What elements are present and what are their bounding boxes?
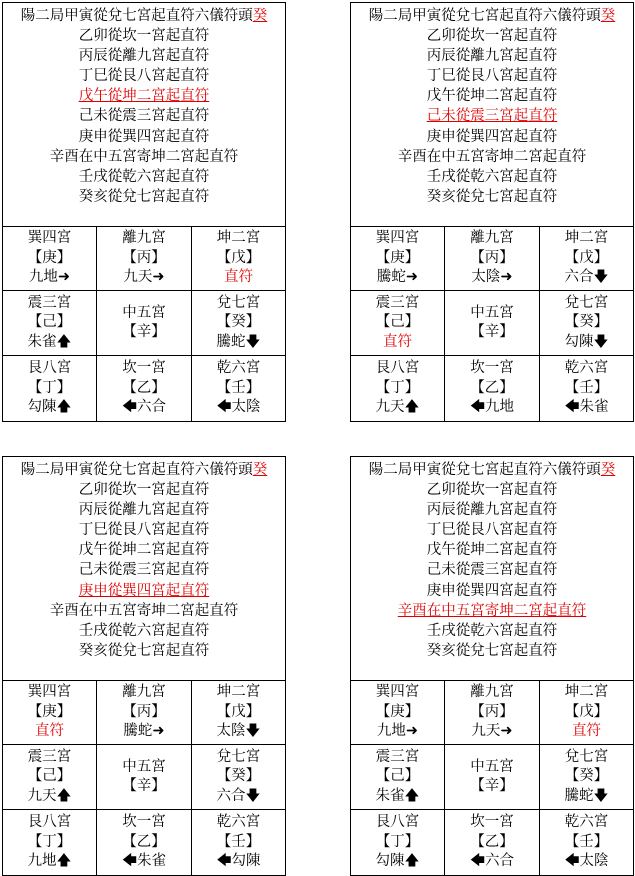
palace-deity: 直符 [35,723,64,740]
header-line: 乙卯從坎一宮起直符 [78,28,210,45]
title-red-char: 癸 [600,462,616,478]
palace-cell [445,227,540,291]
palace-stem: 【壬】 [564,833,609,850]
palace-deity: 騰蛇➜ [123,723,165,740]
header-line: 丙辰從離九宮起直符 [426,48,558,65]
palace-name: 兌七宮 [564,294,609,311]
palace-deity: 直符 [383,333,412,350]
palace-deity: 勾陳🡇 [564,333,609,350]
palace-stem: 【戊】 [564,703,609,720]
header-line: 庚申從巽四宮起直符 [78,128,210,145]
palace-stem: 【丁】 [27,833,72,850]
palace-stem: 【辛】 [470,324,514,340]
header-title [3,460,285,480]
palace-stem: 【己】 [375,768,420,785]
palace-name: 坤二宮 [216,230,261,247]
palace-deity: 🡄六合 [122,399,166,416]
palace-cell [540,810,633,875]
panel-4 [350,456,634,876]
header-line: 癸亥從兌七宮起直符 [78,188,210,205]
palace-grid [3,681,285,875]
palace-name: 震三宮 [375,294,420,311]
palace-cell [351,356,445,421]
palace-grid [351,681,633,875]
palace-stem: 【乙】 [470,379,514,396]
header-line: 丁巳從艮八宮起直符 [78,522,210,539]
palace-stem: 【辛】 [122,778,166,794]
palace-stem: 【戊】 [564,249,609,266]
header-line: 戊午從坤二宮起直符 [426,88,558,105]
palace-deity: 🡄太陰 [216,399,261,416]
header-line: 丙辰從離九宮起直符 [78,502,210,519]
palace-name: 坎一宮 [122,360,166,377]
header-line: 戊午從坤二宮起直符 [78,542,210,559]
header-line: 癸亥從兌七宮起直符 [426,188,558,205]
palace-name: 震三宮 [375,748,420,765]
header-line: 辛酉在中五宮寄坤二宮起直符 [49,148,239,165]
palace-cell [445,681,540,745]
palace-cell [540,681,633,745]
palace-deity: 騰蛇🡇 [564,787,609,804]
palace-name: 離九宮 [470,684,514,701]
title-red-char: 癸 [252,462,268,478]
palace-deity: 騰蛇➜ [376,269,419,286]
palace-cell [192,681,285,745]
title-main: 陽二局甲寅從兌七宮起直符六儀符頭 [20,8,253,24]
palace-cell [540,291,633,356]
header-title [351,6,633,26]
header-line: 丁巳從艮八宮起直符 [426,68,558,85]
header-line: 乙卯從坎一宮起直符 [426,28,558,45]
palace-deity: 九天➜ [123,269,165,286]
palace-cell [3,227,97,291]
palace-stem: 【庚】 [375,703,420,720]
palace-stem: 【辛】 [470,778,514,794]
palace-stem: 【己】 [27,768,72,785]
header-line: 己未從震三宮起直符 [78,562,210,579]
palace-name: 巽四宮 [27,230,72,247]
palace-cell [351,745,445,810]
palace-deity: 直符 [572,723,601,740]
palace-name: 乾六宮 [216,360,261,377]
palace-cell [97,227,192,291]
palace-deity: 🡄六合 [470,853,514,870]
palace-name: 離九宮 [122,230,166,247]
palace-stem: 【丁】 [375,833,420,850]
header-line: 壬戌從乾六宮起直符 [78,622,210,639]
header-line: 庚申從巽四宮起直符 [426,128,558,145]
palace-deity: 九天➜ [471,723,513,740]
palace-name: 坤二宮 [216,684,261,701]
palace-stem: 【丙】 [122,249,166,266]
palace-stem: 【乙】 [122,833,166,850]
header-line: 壬戌從乾六宮起直符 [426,622,558,639]
palace-deity: 九天🡅 [375,399,420,416]
header-line: 癸亥從兌七宮起直符 [78,642,210,659]
header-text-block [351,457,633,681]
palace-cell [540,745,633,810]
palace-deity: 騰蛇🡇 [216,333,261,350]
palace-cell [97,745,192,810]
palace-cell [97,291,192,356]
header-line: 壬戌從乾六宮起直符 [78,168,210,185]
palace-name: 巽四宮 [27,684,72,701]
palace-name: 離九宮 [470,230,514,247]
palace-cell [97,810,192,875]
palace-grid [3,227,285,421]
palace-stem: 【乙】 [470,833,514,850]
palace-cell [445,291,540,356]
palace-name: 中五宮 [122,304,166,321]
palace-stem: 【壬】 [216,379,261,396]
palace-deity: 勾陳🡅 [27,399,72,416]
palace-stem: 【丁】 [27,379,72,396]
palace-cell [351,291,445,356]
title-main: 陽二局甲寅從兌七宮起直符六儀符頭 [20,462,253,478]
palace-stem: 【壬】 [216,833,261,850]
palace-cell [445,356,540,421]
title-main: 陽二局甲寅從兌七宮起直符六儀符頭 [368,462,601,478]
palace-deity: 朱雀🡅 [375,787,420,804]
palace-name: 巽四宮 [375,230,420,247]
palace-name: 兌七宮 [216,748,261,765]
title-red-char: 癸 [600,8,616,24]
palace-stem: 【庚】 [27,703,72,720]
header-title [3,6,285,26]
palace-stem: 【己】 [27,314,72,331]
palace-cell [97,681,192,745]
palace-stem: 【丁】 [375,379,420,396]
palace-grid [351,227,633,421]
palace-cell [3,810,97,875]
palace-stem: 【丙】 [470,703,514,720]
palace-stem: 【癸】 [216,768,261,785]
header-line: 辛酉在中五宮寄坤二宮起直符 [397,602,587,619]
header-line: 乙卯從坎一宮起直符 [78,482,210,499]
header-line: 己未從震三宮起直符 [426,108,558,125]
header-line: 己未從震三宮起直符 [426,562,558,579]
palace-name: 離九宮 [122,684,166,701]
palace-stem: 【丙】 [122,703,166,720]
palace-name: 巽四宮 [375,684,420,701]
header-title [351,460,633,480]
panel-3 [2,456,286,876]
palace-name: 中五宮 [470,304,514,321]
palace-name: 中五宮 [122,758,166,775]
header-line: 庚申從巽四宮起直符 [426,582,558,599]
palace-deity: 九天🡅 [27,787,72,804]
palace-name: 坤二宮 [564,230,609,247]
palace-name: 震三宮 [27,294,72,311]
palace-deity: 直符 [224,269,253,286]
header-line: 丙辰從離九宮起直符 [78,48,210,65]
palace-name: 兌七宮 [564,748,609,765]
header-line: 辛酉在中五宮寄坤二宮起直符 [397,148,587,165]
palace-cell [192,356,285,421]
header-text-block [351,3,633,227]
header-text-block [3,457,285,681]
header-line: 丙辰從離九宮起直符 [426,502,558,519]
palace-name: 震三宮 [27,748,72,765]
palace-stem: 【庚】 [27,249,72,266]
palace-cell [192,227,285,291]
header-line: 庚申從巽四宮起直符 [78,582,210,599]
palace-cell [3,681,97,745]
palace-deity: 🡄朱雀 [122,853,166,870]
palace-cell [540,227,633,291]
palace-name: 艮八宮 [27,814,72,831]
palace-name: 艮八宮 [375,360,420,377]
palace-stem: 【己】 [375,314,420,331]
header-text-block [3,3,285,227]
header-line: 丁巳從艮八宮起直符 [78,68,210,85]
header-line: 癸亥從兌七宮起直符 [426,642,558,659]
palace-deity: 🡄九地 [470,399,514,416]
panel-1 [2,2,286,422]
header-line: 乙卯從坎一宮起直符 [426,482,558,499]
palace-deity: 太陰🡇 [216,723,261,740]
header-line: 辛酉在中五宮寄坤二宮起直符 [49,602,239,619]
palace-name: 艮八宮 [375,814,420,831]
palace-cell [540,356,633,421]
palace-cell [192,745,285,810]
palace-name: 坎一宮 [122,814,166,831]
header-line: 壬戌從乾六宮起直符 [426,168,558,185]
palace-cell [351,681,445,745]
palace-cell [445,810,540,875]
palace-deity: 🡄勾陳 [216,853,261,870]
palace-stem: 【癸】 [564,314,609,331]
palace-name: 中五宮 [470,758,514,775]
palace-stem: 【庚】 [375,249,420,266]
palace-cell [3,745,97,810]
palace-deity: 勾陳🡅 [375,853,420,870]
palace-name: 艮八宮 [27,360,72,377]
header-line: 己未從震三宮起直符 [78,108,210,125]
palace-stem: 【辛】 [122,324,166,340]
palace-deity: 九地🡅 [27,853,72,870]
palace-name: 坎一宮 [470,814,514,831]
palace-stem: 【戊】 [216,249,261,266]
palace-name: 兌七宮 [216,294,261,311]
palace-deity: 朱雀🡅 [27,333,72,350]
palace-cell [445,745,540,810]
palace-cell [97,356,192,421]
panel-2 [350,2,634,422]
palace-cell [192,291,285,356]
palace-deity: 六合🡇 [564,269,609,286]
palace-deity: 🡄太陰 [564,853,609,870]
palace-stem: 【丙】 [470,249,514,266]
palace-deity: 太陰➜ [471,269,513,286]
palace-deity: 九地➜ [376,723,419,740]
header-line: 丁巳從艮八宮起直符 [426,522,558,539]
palace-cell [351,227,445,291]
palace-name: 坤二宮 [564,684,609,701]
header-line: 戊午從坤二宮起直符 [426,542,558,559]
palace-name: 坎一宮 [470,360,514,377]
title-red-char: 癸 [252,8,268,24]
palace-stem: 【癸】 [216,314,261,331]
palace-stem: 【癸】 [564,768,609,785]
palace-deity: 九地➜ [28,269,71,286]
palace-cell [192,810,285,875]
palace-name: 乾六宮 [564,360,609,377]
palace-cell [351,810,445,875]
palace-deity: 六合🡇 [216,787,261,804]
palace-stem: 【乙】 [122,379,166,396]
palace-cell [3,291,97,356]
title-main: 陽二局甲寅從兌七宮起直符六儀符頭 [368,8,601,24]
palace-stem: 【壬】 [564,379,609,396]
palace-name: 乾六宮 [216,814,261,831]
palace-cell [3,356,97,421]
palace-deity: 🡄朱雀 [564,399,609,416]
palace-name: 乾六宮 [564,814,609,831]
palace-stem: 【戊】 [216,703,261,720]
header-line: 戊午從坤二宮起直符 [78,88,210,105]
